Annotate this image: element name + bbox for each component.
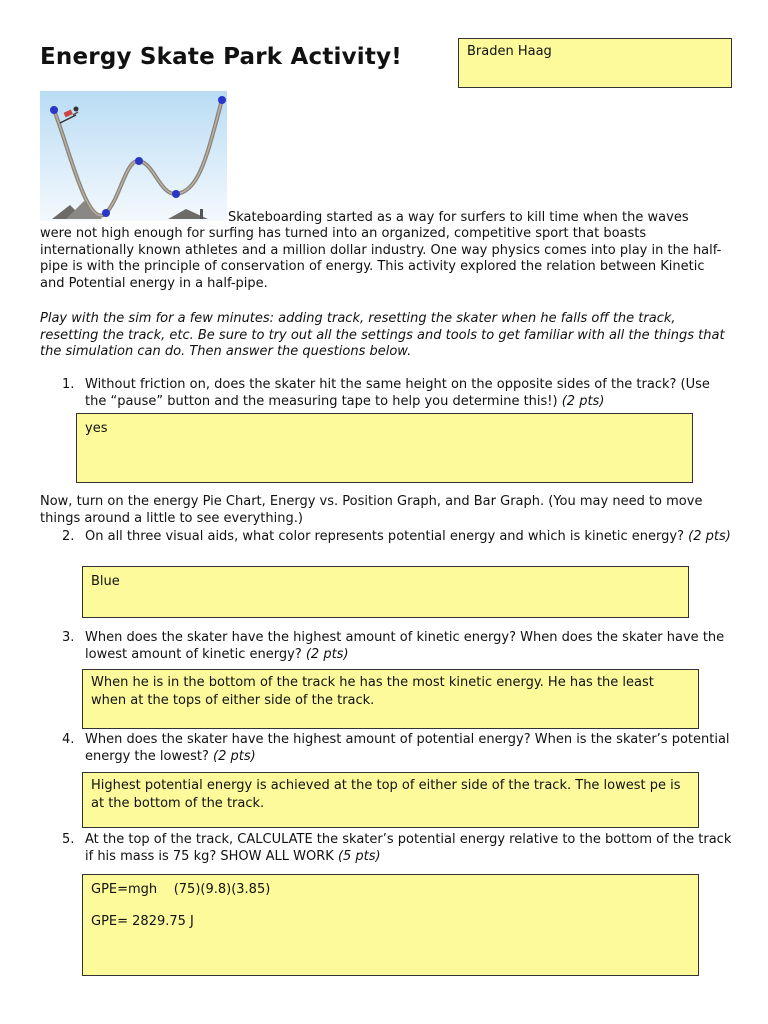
skate-park-illustration <box>40 91 227 221</box>
answer-line-2: GPE= 2829.75 J <box>91 914 194 929</box>
question-text: At the top of the track, CALCULATE the skater’s potential energy relative to the bottom of the track if his mass is 75 kg? SHOW ALL WORK <box>85 832 732 864</box>
answer-box-5[interactable] <box>82 874 699 976</box>
question-5 <box>62 832 732 866</box>
track-point-1 <box>50 106 58 114</box>
answer-box-2[interactable] <box>82 566 689 618</box>
skate-track-image <box>40 91 227 221</box>
question-number: 1. <box>62 377 75 392</box>
question-points: (2 pts) <box>688 529 731 544</box>
answer-text: When he is in the bottom of the track he has the most kinetic energy. He has the least when at the tops of either side of the track. <box>91 675 654 708</box>
question-points: (2 pts) <box>213 748 256 764</box>
question-text: On all three visual aids, what color represents potential energy and which is kinetic energy? <box>85 529 684 544</box>
question-points: (2 pts) <box>305 646 349 662</box>
question-4 <box>62 732 732 766</box>
answer-text: yes <box>85 421 108 436</box>
answer-box-3[interactable] <box>82 669 699 729</box>
intro-paragraph: were not high enough for surfing has turned into an organized, competitive sport that boasts internationally known athletes and a million dollar industry. One way physics comes into play in the half-pipe is with the principle of conservation of energy. This activity explored the relation between Kinetic and Potential energy in a half-pipe. <box>40 226 722 291</box>
student-name: Braden Haag <box>467 44 552 59</box>
answer-text: Blue <box>91 574 120 589</box>
track-point-2 <box>102 209 110 217</box>
answer-box-4[interactable] <box>82 772 699 828</box>
student-name-box[interactable] <box>458 38 732 88</box>
instructions: Play with the sim for a few minutes: adding track, resetting the skater when he falls off the track, resetting the track, etc. Be sure to try out all the settings and tools to get familiar with all the things that the simulation can do. Then answer the questions below. <box>40 311 725 359</box>
question-number: 3. <box>62 630 75 645</box>
question-text: When does the skater have the highest amount of potential energy? When is the skater’s potential energy the lowest? <box>85 732 730 764</box>
question-text: When does the skater have the highest amount of kinetic energy? When does the skater have the lowest amount of kinetic energy? <box>85 630 725 662</box>
question-2 <box>62 529 732 563</box>
question-points: (5 pts) <box>337 848 381 864</box>
answer-line-1: GPE=mgh (75)(9.8)(3.85) <box>91 882 271 897</box>
answer-text: Highest potential energy is achieved at the top of either side of the track. The lowest pe is at the bottom of the track. <box>91 778 681 811</box>
question-3 <box>62 630 732 664</box>
question-points: (2 pts) <box>561 393 605 409</box>
track-point-4 <box>172 190 180 198</box>
question-1 <box>62 377 732 411</box>
intro-first-line: Skateboarding started as a way for surfers to kill time when the waves <box>228 210 689 225</box>
page-title: Energy Skate Park Activity! <box>40 44 402 70</box>
graph-instructions: Now, turn on the energy Pie Chart, Energy vs. Position Graph, and Bar Graph. (You may need to move things around a little to see everything.) <box>40 494 703 526</box>
question-text: Without friction on, does the skater hit the same height on the opposite sides of the track? (Use the “pause” button and the measuring tape to help you determine this!) <box>85 377 710 409</box>
track-point-3 <box>135 157 143 165</box>
answer-box-1[interactable] <box>76 413 693 483</box>
question-number: 2. <box>62 529 75 544</box>
question-number: 5. <box>62 832 75 847</box>
track-point-5 <box>218 96 226 104</box>
question-number: 4. <box>62 732 75 747</box>
